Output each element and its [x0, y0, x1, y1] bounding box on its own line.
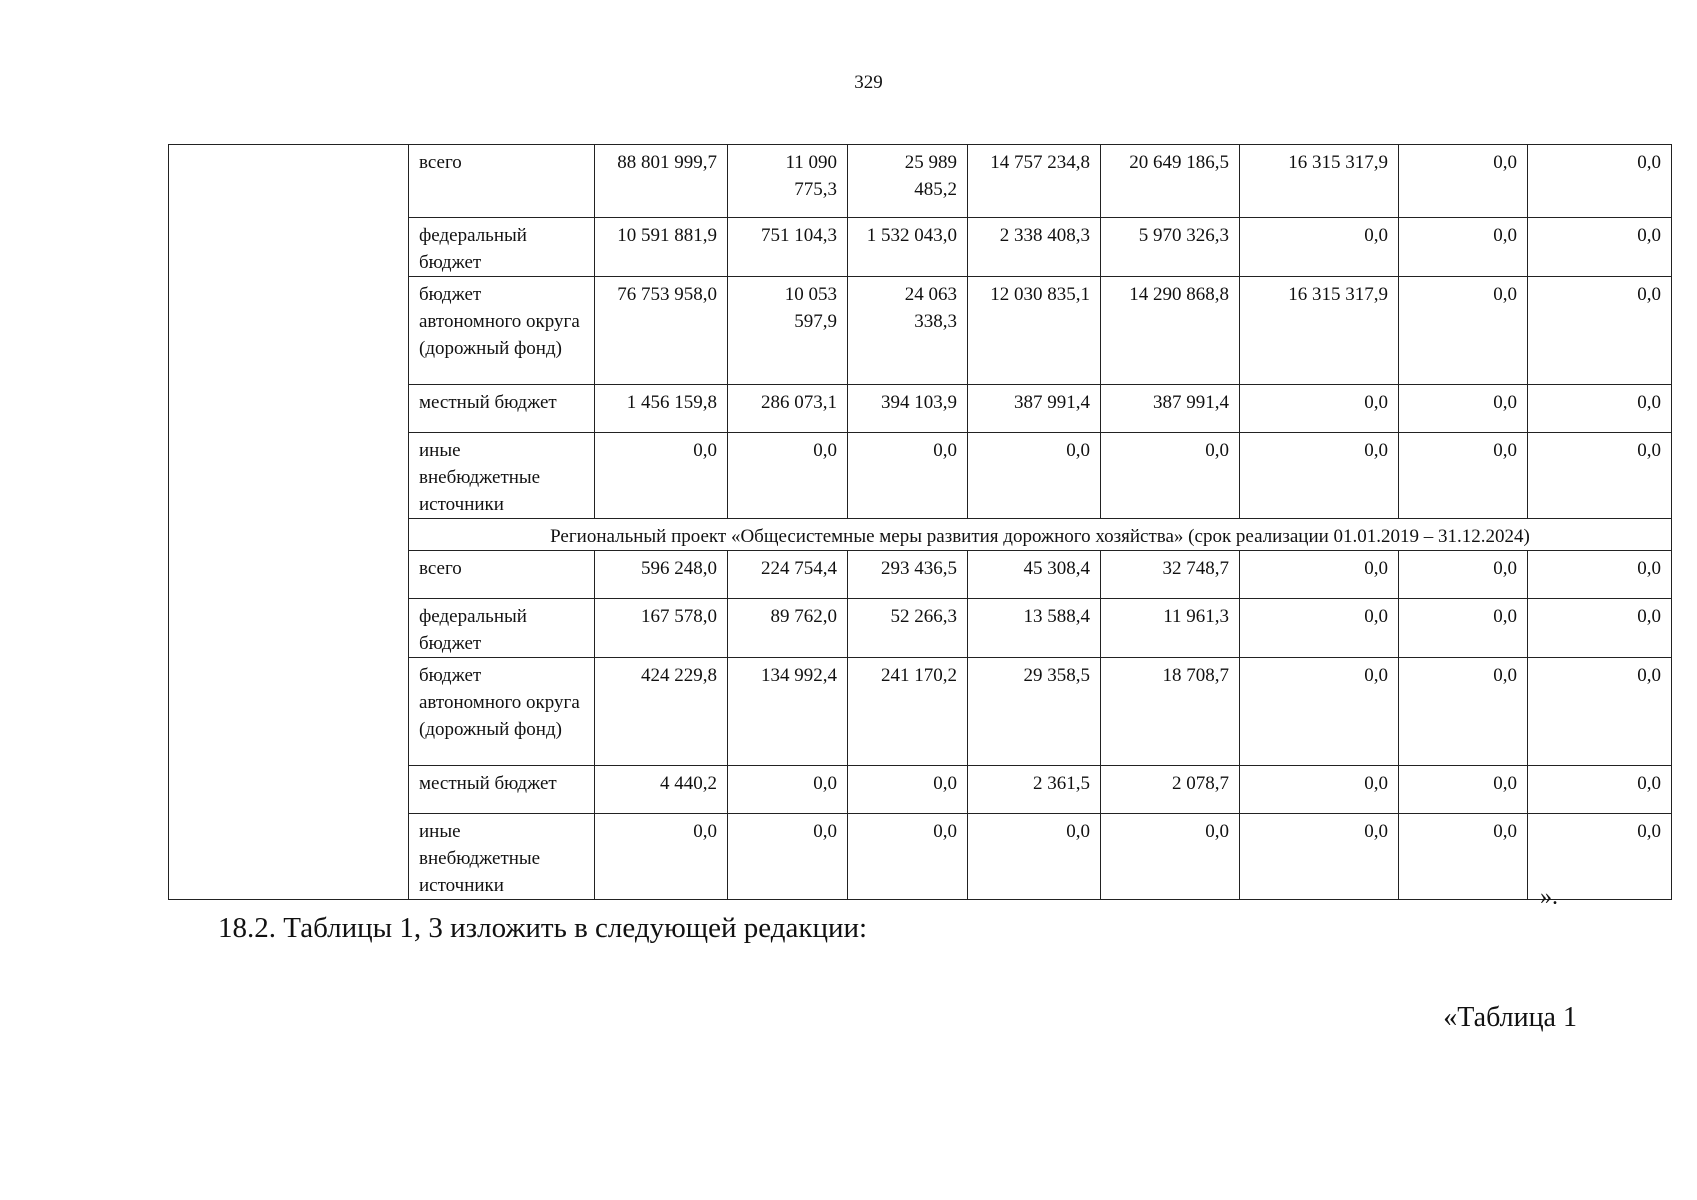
value-cell: 0,0 — [1101, 814, 1240, 900]
value-cell: 751 104,3 — [728, 218, 848, 277]
funding-source-label: всего — [409, 145, 595, 218]
value-cell: 32 748,7 — [1101, 551, 1240, 599]
value-cell: 14 290 868,8 — [1101, 277, 1240, 385]
value-cell: 0,0 — [1528, 218, 1672, 277]
value-cell: 11 961,3 — [1101, 599, 1240, 658]
value-cell: 29 358,5 — [968, 658, 1101, 766]
value-cell: 0,0 — [848, 433, 968, 519]
funding-source-label: иные внебюджетные источники — [409, 814, 595, 900]
value-cell: 20 649 186,5 — [1101, 145, 1240, 218]
value-cell: 0,0 — [728, 766, 848, 814]
value-cell: 0,0 — [1399, 385, 1528, 433]
value-cell: 0,0 — [968, 814, 1101, 900]
value-cell: 0,0 — [848, 814, 968, 900]
value-cell: 0,0 — [1399, 277, 1528, 385]
value-cell: 0,0 — [1240, 599, 1399, 658]
value-cell: 424 229,8 — [595, 658, 728, 766]
empty-program-cell — [169, 145, 409, 900]
value-cell: 0,0 — [1528, 658, 1672, 766]
value-cell: 293 436,5 — [848, 551, 968, 599]
value-cell: 52 266,3 — [848, 599, 968, 658]
closing-quote: ». — [1540, 884, 1558, 910]
funding-source-label: федеральный бюджет — [409, 218, 595, 277]
value-cell: 0,0 — [1528, 599, 1672, 658]
value-cell: 0,0 — [1399, 814, 1528, 900]
value-cell: 0,0 — [1240, 218, 1399, 277]
value-cell: 0,0 — [1240, 766, 1399, 814]
instruction-text: 18.2. Таблицы 1, 3 изложить в следующей редакции: — [218, 912, 868, 944]
value-cell: 0,0 — [1528, 145, 1672, 218]
value-cell: 0,0 — [1528, 766, 1672, 814]
table-body — [169, 145, 1672, 900]
value-cell: 387 991,4 — [968, 385, 1101, 433]
value-cell: 0,0 — [1240, 385, 1399, 433]
value-cell: 1 532 043,0 — [848, 218, 968, 277]
funding-source-label: иные внебюджетные источники — [409, 433, 595, 519]
value-cell: 167 578,0 — [595, 599, 728, 658]
value-cell: 0,0 — [728, 814, 848, 900]
value-cell: 0,0 — [848, 766, 968, 814]
value-cell: 0,0 — [1399, 433, 1528, 519]
value-cell: 45 308,4 — [968, 551, 1101, 599]
value-cell: 0,0 — [1101, 433, 1240, 519]
value-cell: 24 063 338,3 — [848, 277, 968, 385]
value-cell: 16 315 317,9 — [1240, 277, 1399, 385]
value-cell: 0,0 — [1399, 145, 1528, 218]
section-title: Региональный проект «Общесистемные меры развития дорожного хозяйства» (срок реализации 01.01.2019 – 31.12.2024) — [409, 519, 1672, 551]
budget-table — [168, 144, 1672, 900]
value-cell: 11 090 775,3 — [728, 145, 848, 218]
value-cell: 10 053 597,9 — [728, 277, 848, 385]
value-cell: 88 801 999,7 — [595, 145, 728, 218]
value-cell: 25 989 485,2 — [848, 145, 968, 218]
value-cell: 10 591 881,9 — [595, 218, 728, 277]
value-cell: 4 440,2 — [595, 766, 728, 814]
value-cell: 224 754,4 — [728, 551, 848, 599]
value-cell: 134 992,4 — [728, 658, 848, 766]
page-number: 329 — [854, 72, 883, 93]
value-cell: 5 970 326,3 — [1101, 218, 1240, 277]
value-cell: 0,0 — [1528, 551, 1672, 599]
value-cell: 14 757 234,8 — [968, 145, 1101, 218]
value-cell: 0,0 — [1399, 599, 1528, 658]
value-cell: 0,0 — [1240, 433, 1399, 519]
value-cell: 0,0 — [1240, 658, 1399, 766]
value-cell: 0,0 — [595, 433, 728, 519]
value-cell: 0,0 — [728, 433, 848, 519]
value-cell: 89 762,0 — [728, 599, 848, 658]
value-cell: 0,0 — [1240, 814, 1399, 900]
value-cell: 0,0 — [1399, 658, 1528, 766]
value-cell: 0,0 — [1399, 766, 1528, 814]
value-cell: 387 991,4 — [1101, 385, 1240, 433]
next-table-caption: «Таблица 1 — [1443, 1002, 1577, 1033]
value-cell: 241 170,2 — [848, 658, 968, 766]
value-cell: 0,0 — [1528, 814, 1672, 900]
funding-source-label: бюджет автономного округа (дорожный фонд) — [409, 277, 595, 385]
funding-source-label: местный бюджет — [409, 766, 595, 814]
value-cell: 0,0 — [595, 814, 728, 900]
value-cell: 0,0 — [1528, 433, 1672, 519]
value-cell: 1 456 159,8 — [595, 385, 728, 433]
value-cell: 0,0 — [1399, 218, 1528, 277]
value-cell: 76 753 958,0 — [595, 277, 728, 385]
value-cell: 2 078,7 — [1101, 766, 1240, 814]
funding-source-label: бюджет автономного округа (дорожный фонд) — [409, 658, 595, 766]
funding-source-label: местный бюджет — [409, 385, 595, 433]
value-cell: 18 708,7 — [1101, 658, 1240, 766]
funding-source-label: всего — [409, 551, 595, 599]
funding-source-label: федеральный бюджет — [409, 599, 595, 658]
value-cell: 596 248,0 — [595, 551, 728, 599]
value-cell: 394 103,9 — [848, 385, 968, 433]
value-cell: 0,0 — [1240, 551, 1399, 599]
value-cell: 2 361,5 — [968, 766, 1101, 814]
value-cell: 0,0 — [1528, 385, 1672, 433]
value-cell: 286 073,1 — [728, 385, 848, 433]
value-cell: 13 588,4 — [968, 599, 1101, 658]
value-cell: 0,0 — [968, 433, 1101, 519]
value-cell: 0,0 — [1399, 551, 1528, 599]
value-cell: 0,0 — [1528, 277, 1672, 385]
table-row — [169, 145, 1672, 218]
value-cell: 16 315 317,9 — [1240, 145, 1399, 218]
value-cell: 2 338 408,3 — [968, 218, 1101, 277]
value-cell: 12 030 835,1 — [968, 277, 1101, 385]
